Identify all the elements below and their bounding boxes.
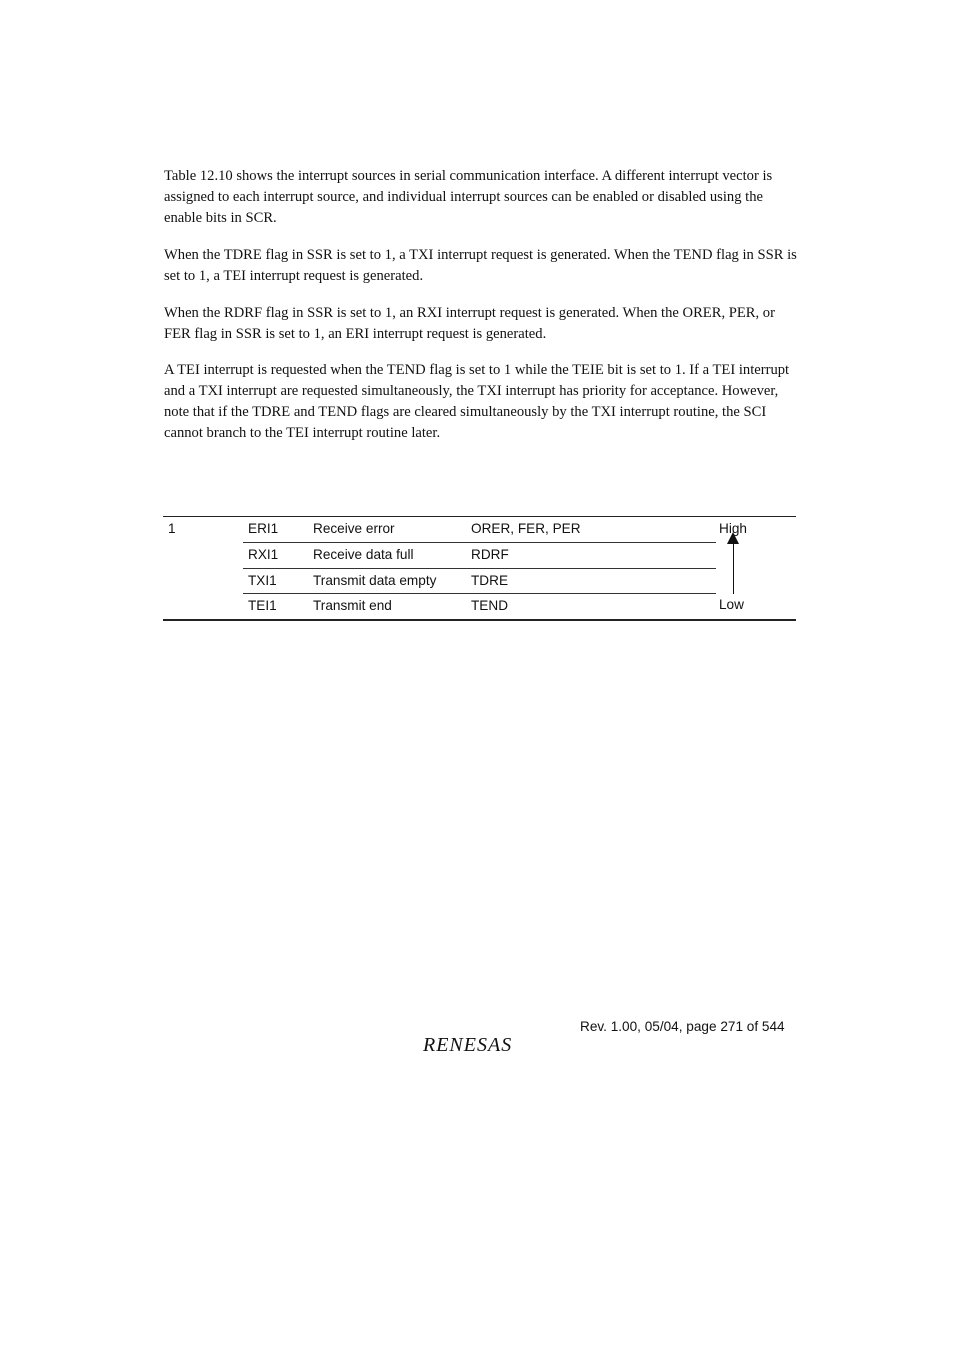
paragraph-interrupt-sources: Table 12.10 shows the interrupt sources in serial communication interface. A different interrupt vector is assigned to each interrupt source, and individual interrupt sources can be enabled or disabled using the enable bits in SCR. xyxy=(164,168,773,226)
flag-cell: TEND xyxy=(471,598,509,613)
source-cell: TEI1 xyxy=(248,598,277,613)
paragraph-txi-tei: When the TDRE flag in SSR is set to 1, a TXI interrupt request is generated. When the TEND flag in SSR is set to 1, a TEI interrupt request is generated. xyxy=(164,247,797,284)
paragraph-rxi-eri: When the RDRF flag in SSR is set to 1, an RXI interrupt request is generated. When the ORER, PER, or FER flag in SSR is set to 1, an ERI interrupt request is generated. xyxy=(164,305,775,342)
source-cell: TXI1 xyxy=(248,573,277,588)
table-bottom-rule xyxy=(163,619,796,621)
flag-cell: RDRF xyxy=(471,547,509,562)
renesas-logo: RENESAS xyxy=(423,1034,513,1056)
description-cell: Transmit end xyxy=(313,598,392,613)
priority-arrow-line xyxy=(733,542,734,594)
priority-high-label: High xyxy=(719,521,747,536)
table-top-rule xyxy=(163,516,796,517)
source-cell: RXI1 xyxy=(248,547,279,562)
row-divider xyxy=(243,542,716,543)
source-cell: ERI1 xyxy=(248,521,279,536)
priority-low-label: Low xyxy=(719,597,744,612)
channel-cell: 1 xyxy=(168,521,176,536)
description-cell: Receive data full xyxy=(313,547,414,562)
row-divider xyxy=(243,593,716,594)
interrupt-sources-table xyxy=(163,516,796,621)
flag-cell: TDRE xyxy=(471,573,509,588)
flag-cell: ORER, FER, PER xyxy=(471,521,581,536)
paragraph-tei-priority: A TEI interrupt is requested when the TEND flag is set to 1 while the TEIE bit is set to 1. If a TEI interrupt and a TXI interrupt are requested simultaneously, the TXI interrupt has priority for acceptance. However, note that if the TDRE and TEND flags are cleared simultaneously by the TXI interrupt routine, the SCI cannot branch to the TEI interrupt routine later. xyxy=(164,362,790,441)
description-cell: Receive error xyxy=(313,521,395,536)
page-info: Rev. 1.00, 05/04, page 271 of 544 xyxy=(580,1019,785,1034)
row-divider xyxy=(243,568,716,569)
description-cell: Transmit data empty xyxy=(313,573,437,588)
